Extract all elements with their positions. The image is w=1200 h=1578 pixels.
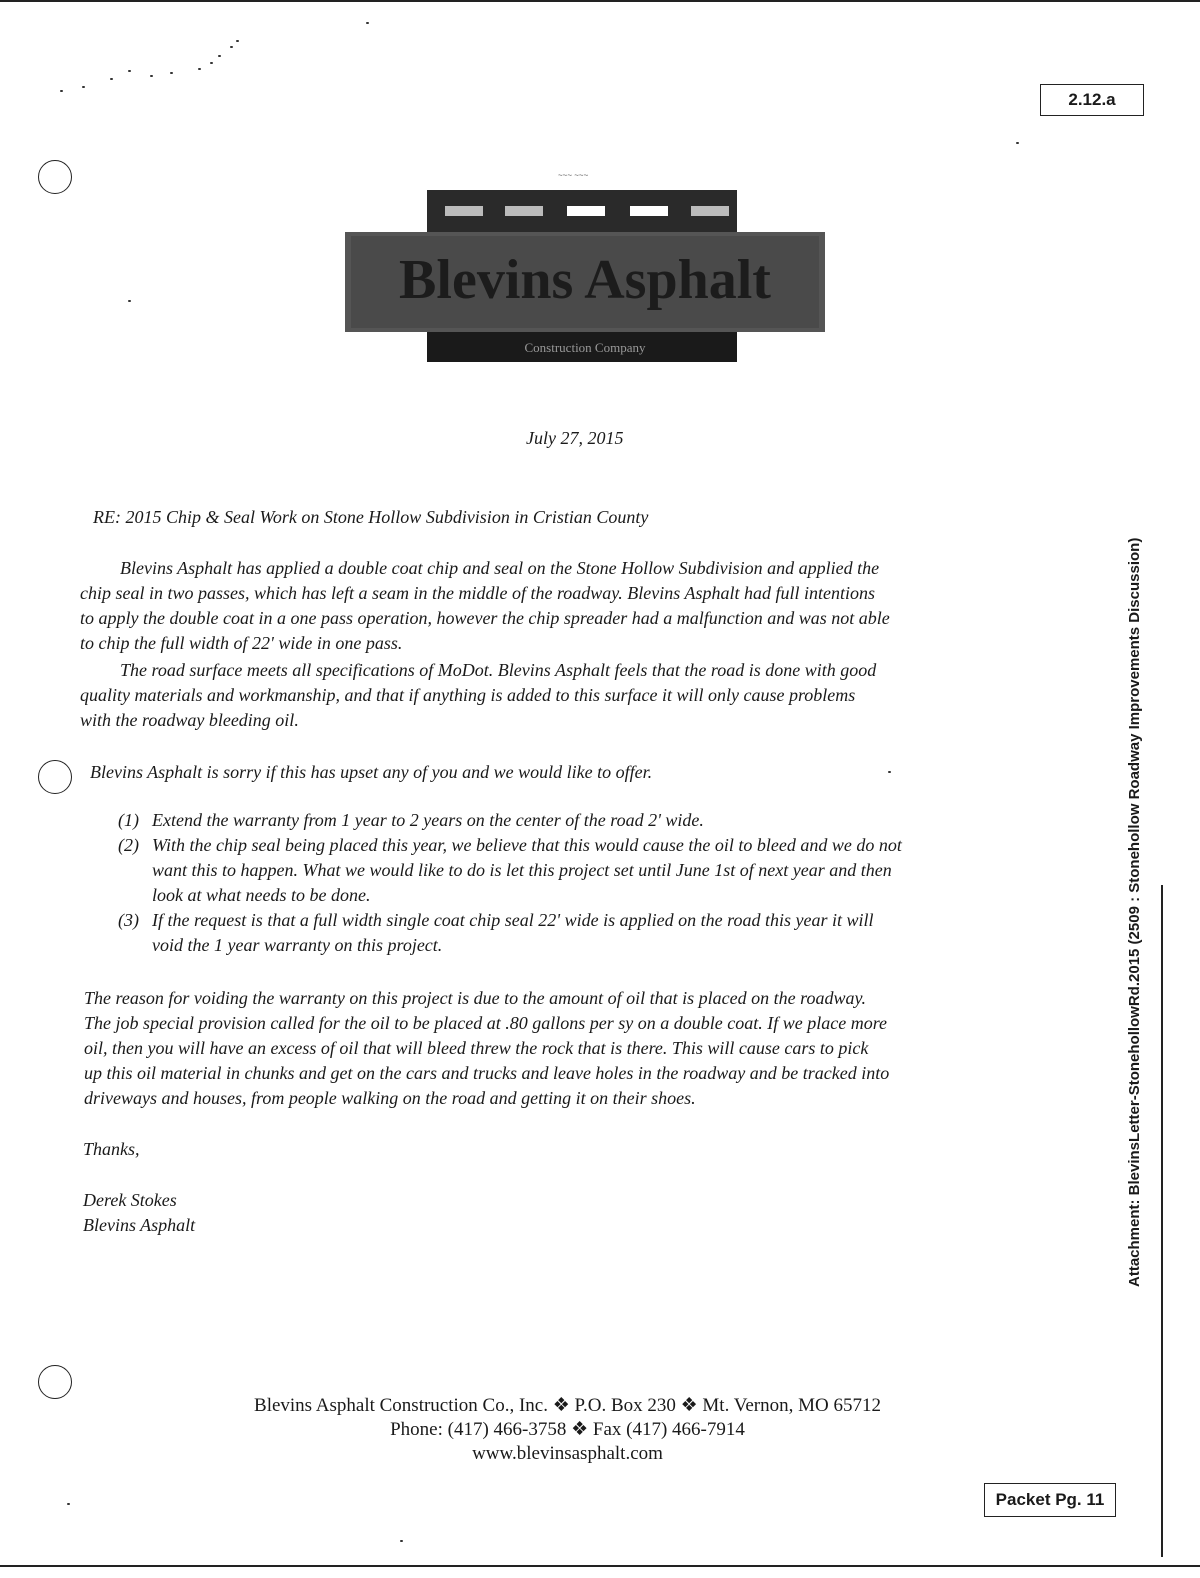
list-item-line: With the chip seal being placed this year, we believe that this would cause the oil to bleed and we do not bbox=[152, 835, 902, 855]
logo-company-name: Blevins Asphalt bbox=[399, 249, 771, 311]
list-item bbox=[118, 908, 1078, 958]
svg-text:~~~ ~~~: ~~~ ~~~ bbox=[558, 171, 589, 180]
footer-address: Blevins Asphalt Construction Co., Inc. ❖ P.O. Box 230 ❖ Mt. Vernon, MO 65712 bbox=[254, 1395, 881, 1416]
reason-line: The job special provision called for the oil to be placed at .80 gallons per sy on a double coat. If we place more bbox=[84, 1013, 888, 1033]
offer-intro: Blevins Asphalt is sorry if this has upset any of you and we would like to offer. bbox=[90, 762, 653, 782]
reason-line: The reason for voiding the warranty on this project is due to the amount of oil that is placed on the roadway. bbox=[84, 988, 866, 1008]
list-item-number: (2) bbox=[118, 835, 139, 855]
letter-subject: RE: 2015 Chip & Seal Work on Stone Hollow Subdivision in Cristian County bbox=[93, 507, 649, 527]
list-item-number: (3) bbox=[118, 910, 139, 930]
binder-hole-middle bbox=[38, 760, 72, 794]
right-margin-rule bbox=[1161, 885, 1163, 1557]
signer-name: Derek Stokes bbox=[83, 1190, 177, 1210]
reason-paragraph bbox=[84, 986, 1094, 1111]
attachment-label: Attachment: BlevinsLetter-StonehollowRd.2015 (2509 : Stonehollow Roadway Improvements Discussion) bbox=[1126, 537, 1143, 1287]
list-item-line: look at what needs to be done. bbox=[152, 885, 371, 905]
list-item-line: Extend the warranty from 1 year to 2 years on the center of the road 2' wide. bbox=[152, 810, 704, 830]
binder-hole-top bbox=[38, 160, 72, 194]
letter-date: July 27, 2015 bbox=[526, 428, 624, 448]
paragraph-2-line: with the roadway bleeding oil. bbox=[80, 710, 299, 730]
paragraph-2-line: quality materials and workmanship, and that if anything is added to this surface it will only cause problems bbox=[80, 685, 856, 705]
list-item-line: void the 1 year warranty on this project. bbox=[152, 935, 443, 955]
paragraph-2-line: The road surface meets all specifications of MoDot. Blevins Asphalt feels that the road is done with good bbox=[120, 660, 877, 680]
agenda-item-badge: 2.12.a bbox=[1040, 84, 1144, 116]
letterhead-footer bbox=[150, 1394, 985, 1466]
company-logo bbox=[345, 168, 825, 364]
paragraph-2 bbox=[80, 658, 1080, 733]
paragraph-1-line: chip seal in two passes, which has left a seam in the middle of the roadway. Blevins Asphalt had full intentions bbox=[80, 583, 875, 603]
list-item bbox=[118, 833, 1078, 908]
binder-hole-bottom bbox=[38, 1365, 72, 1399]
list-item-line: want this to happen. What we would like to do is let this project set until June 1st of next year and then bbox=[152, 860, 892, 880]
page-bottom-border bbox=[0, 1565, 1200, 1567]
list-item bbox=[118, 808, 1078, 833]
footer-phone: Phone: (417) 466-3758 ❖ Fax (417) 466-7914 bbox=[390, 1419, 745, 1440]
reason-line: oil, then you will have an excess of oil that will bleed threw the rock that is there. This will cause cars to pick bbox=[84, 1038, 869, 1058]
paragraph-1-line: to apply the double coat in a one pass operation, however the chip spreader had a malfunction and was not able bbox=[80, 608, 890, 628]
footer-website: www.blevinsasphalt.com bbox=[472, 1443, 663, 1464]
list-item-number: (1) bbox=[118, 810, 139, 830]
paragraph-1-line: to chip the full width of 22' wide in one pass. bbox=[80, 633, 403, 653]
paragraph-1-line: Blevins Asphalt has applied a double coat chip and seal on the Stone Hollow Subdivision and applied the bbox=[120, 558, 880, 578]
reason-line: up this oil material in chunks and get on the cars and trucks and leave holes in the roadway and be tracked into bbox=[84, 1063, 890, 1083]
offer-list bbox=[118, 808, 1078, 958]
logo-tagline: Construction Company bbox=[524, 340, 646, 355]
closing: Thanks, bbox=[83, 1139, 140, 1159]
packet-page-badge: Packet Pg. 11 bbox=[984, 1483, 1116, 1517]
page-top-border bbox=[0, 0, 1200, 2]
list-item-line: If the request is that a full width single coat chip seal 22' wide is applied on the road this year it will bbox=[152, 910, 874, 930]
paragraph-1 bbox=[80, 556, 1080, 656]
reason-line: driveways and houses, from people walking on the road and getting it on their shoes. bbox=[84, 1088, 696, 1108]
signer-company: Blevins Asphalt bbox=[83, 1215, 196, 1235]
